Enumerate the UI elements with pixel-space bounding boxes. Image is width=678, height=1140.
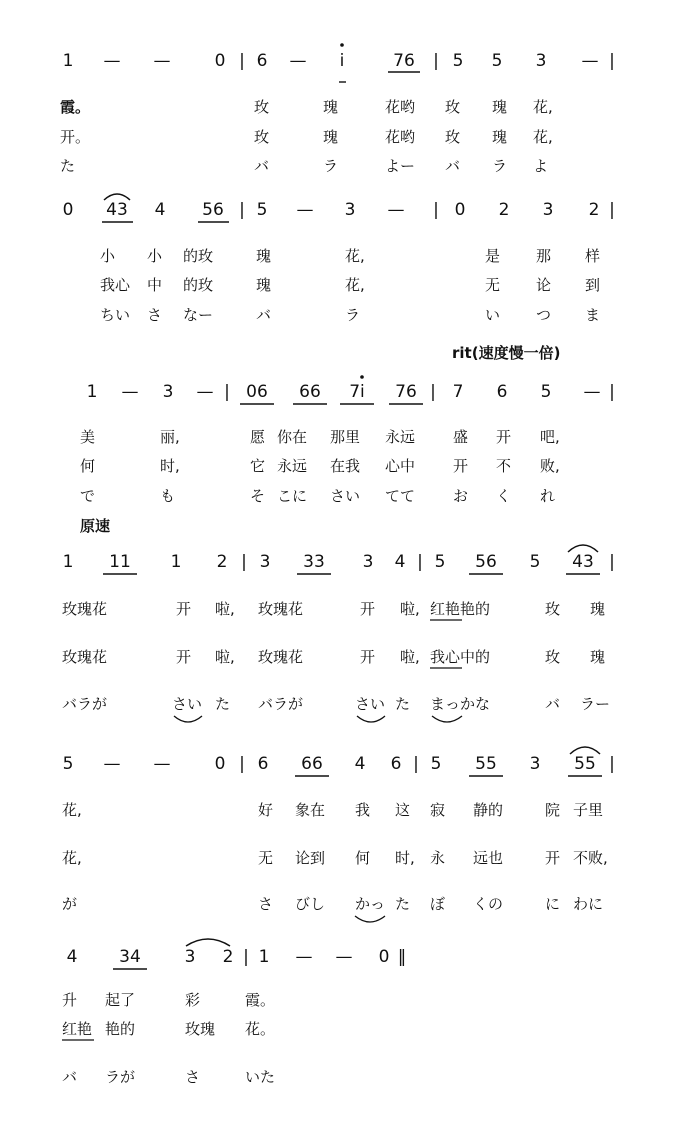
dash: — [103,754,121,774]
lyric: 啦, [400,648,420,666]
note: 5 [256,200,268,220]
barline: | [609,552,615,572]
lyric: 开 [176,600,192,618]
lyric: 子里 [573,801,604,819]
lyric: そ [250,487,266,505]
tie-arc [357,716,385,722]
lyric: 时, [160,457,180,475]
lyric: 中 [147,276,163,294]
lyric: 论到 [295,849,326,867]
lyric: 我心 [100,276,131,294]
lyric: 花, [533,98,553,116]
lyric: 开 [360,600,376,618]
note-group: 56 [475,552,497,572]
high-octave-dot [360,375,364,379]
dash: — [196,382,214,402]
lyric: 它 [250,457,266,475]
lyric: 不 [496,457,512,475]
lyric: 时, [395,849,415,867]
lyric: 永远 [385,428,416,446]
lyric: 玫瑰花 [258,648,304,666]
lyric: 玫瑰花 [258,600,304,618]
lyric: よー [385,157,416,175]
lyric: 的玫 [183,276,214,294]
lyric: 小 [100,247,116,265]
lyrics-verse-2 [62,849,608,867]
lyric: くの [473,895,504,913]
lyric: 玫 [545,648,561,666]
score-row-5 [62,747,615,922]
note: 3 [542,200,554,220]
note: 1 [62,552,74,572]
notation-line-6 [67,947,407,967]
note: 2 [588,200,600,220]
lyrics-verse-3 [80,487,555,505]
lyric: 何 [80,457,96,475]
barline: | [413,754,419,774]
lyric: ラ [323,157,339,175]
lyric: 我 [355,801,371,819]
lyric: 起了 [105,991,136,1009]
lyric: バラが [258,695,304,713]
lyric: 开 [496,428,512,446]
barline: | [224,382,230,402]
dash: — [153,754,171,774]
lyric: 象在 [295,801,326,819]
note: 6 [257,754,269,774]
note: 4 [354,754,366,774]
lyric: 愿 [250,428,266,446]
lyric: 花, [345,276,365,294]
lyric: 这 [395,801,411,819]
lyric: 瑰 [256,247,272,265]
lyric: い [485,306,501,324]
lyric: 瑰 [590,648,606,666]
lyric: 在我 [330,457,361,475]
note-high: i [339,51,345,71]
lyrics-verse-2 [62,1020,275,1038]
lyric: 无 [258,849,274,867]
lyric: 院 [545,801,561,819]
lyrics-verse-2 [100,276,600,294]
lyric: 瑰 [492,98,508,116]
note: 3 [529,754,541,774]
note: 2 [216,552,228,572]
note: 4 [394,552,406,572]
barline: | [417,552,423,572]
lyric: 论 [536,276,552,294]
lyric: 丽, [160,428,180,446]
lyrics-verse-2 [80,457,560,475]
lyric: お [453,487,469,505]
lyric: 瑰 [590,600,606,618]
slur-arc [568,545,598,552]
note: 4 [154,200,166,220]
barline: | [243,947,249,967]
note: 3 [184,947,196,967]
note: 0 [454,200,466,220]
lyrics-verse-1 [100,247,600,265]
note: 3 [259,552,271,572]
lyric: 无 [485,276,501,294]
lyric: 开 [176,648,192,666]
note: 3 [362,552,374,572]
tempo-marking-original: 原速 [80,517,111,535]
lyric: 啦, [215,648,235,666]
lyric: ラ [492,157,508,175]
notation-line-2 [63,200,615,220]
lyric: 瑰 [323,128,339,146]
note: 5 [452,51,464,71]
lyric: ま [585,306,601,324]
lyric: 开 [360,648,376,666]
lyric: 瑰 [492,128,508,146]
lyric: 玫 [254,128,270,146]
lyric: 你在 [277,428,308,446]
lyrics-verse-1 [62,991,275,1009]
note: 6 [390,754,402,774]
note: 5 [434,552,446,572]
lyrics-verse-3 [60,157,548,175]
barline: | [239,754,245,774]
note: 0 [214,51,226,71]
lyric: ぼ [430,895,446,913]
note-group: 43 [106,200,128,220]
note: 3 [344,200,356,220]
tie-arc [432,716,462,722]
lyric: バ [62,1068,78,1086]
lyric: た [395,695,411,713]
dash: — [581,51,599,71]
lyric: 开 [453,457,469,475]
lyric: つ [536,306,552,324]
lyric: よ [533,157,549,175]
note: 0 [378,947,390,967]
dash: — [103,51,121,71]
note: 1 [258,947,270,967]
note-group: 11 [109,552,131,572]
lyric: た [215,695,231,713]
final-barline: ‖ [397,947,407,967]
high-octave-dot [340,43,344,47]
lyrics-verse-3 [62,695,610,713]
lyric: ラが [105,1068,136,1086]
lyric: 远也 [473,849,504,867]
lyrics-verse-1 [62,600,605,618]
dash: — [296,200,314,220]
dash: — [121,382,139,402]
lyrics-verse-2 [60,128,553,146]
lyric: 心中 [385,457,416,475]
lyric: 不败, [573,849,608,867]
note: 1 [86,382,98,402]
note: 2 [498,200,510,220]
lyric: 静的 [473,801,504,819]
note: 5 [62,754,74,774]
note: 3 [535,51,547,71]
lyric: 我心中的 [430,648,491,666]
note-group: 76 [393,51,415,71]
dash: — [295,947,313,967]
notation-line-4 [63,552,615,572]
lyric: 红艳 [62,1020,93,1038]
lyric: 败, [540,457,560,475]
lyrics-verse-1 [62,801,603,819]
tie-arc [355,916,385,922]
tie-arc [174,716,202,722]
lyric: 花哟 [385,98,416,116]
lyric: かっ [355,895,386,913]
notation-line-5 [63,754,615,774]
slur-arc [570,747,600,754]
lyric: 好 [258,801,274,819]
note: 0 [62,200,74,220]
lyrics-verse-3 [62,895,603,913]
dash: — [583,382,601,402]
lyric: 开 [545,849,561,867]
lyric: 玫瑰花 [62,648,108,666]
slur-arc [186,939,230,946]
score-row-6 [62,939,406,1086]
note: 1 [62,51,74,71]
lyric: で [80,487,96,505]
lyrics-verse-3 [100,306,600,324]
lyric: 吧, [540,428,560,446]
barline: | [430,382,436,402]
score-row-4 [62,545,615,722]
barline: | [609,51,615,71]
dash: — [153,51,171,71]
note-group: 06 [246,382,268,402]
note: 7 [452,382,464,402]
lyric: 彩 [185,991,201,1009]
lyric: 盛 [453,428,469,446]
note-group: 33 [303,552,325,572]
lyric: 花。 [245,1020,276,1038]
lyric: く [496,487,512,505]
barline: | [433,200,439,220]
note: 6 [256,51,268,71]
lyric: 小 [147,247,163,265]
lyric: も [160,487,176,505]
note-group: 76 [395,382,417,402]
lyrics-verse-1 [80,428,560,446]
note: 5 [430,754,442,774]
lyric: バラが [62,695,108,713]
lyric: ちい [100,306,131,324]
dash: — [335,947,353,967]
tempo-marking-rit: rit(速度慢一倍) [452,344,561,362]
lyric: 玫 [254,98,270,116]
note: 1 [170,552,182,572]
score-row-3 [80,375,615,505]
score-row-2 [63,194,615,324]
lyric: ラー [580,695,611,713]
lyric: れ [540,487,556,505]
note-group: 43 [572,552,594,572]
lyric: 霞。 [60,98,91,116]
lyric: てて [385,487,416,505]
lyric: 瑰 [256,276,272,294]
lyric: さ [185,1068,201,1086]
lyric: バ [254,157,270,175]
barline: | [239,51,245,71]
lyric: 的玫 [183,247,214,265]
note-group: 55 [574,754,596,774]
lyric: 永 [430,849,446,867]
lyric: さい [355,695,386,713]
lyric: バ [256,306,272,324]
lyric: 永远 [277,457,308,475]
lyrics-verse-3 [62,1068,275,1086]
note-group: 56 [202,200,224,220]
note-group: 34 [119,947,141,967]
note-group: 7i [349,382,365,402]
note: 6 [496,382,508,402]
lyric: こに [277,487,308,505]
lyric: 开。 [60,128,91,146]
lyric: 玫瑰 [185,1020,216,1038]
note: 3 [162,382,174,402]
barline: | [239,200,245,220]
barline: | [241,552,247,572]
lyric: ラ [345,306,361,324]
lyric: さ [147,306,163,324]
lyrics-verse-1 [60,98,553,116]
lyric: 样 [585,247,601,265]
score-row-1 [60,43,615,175]
lyric: た [395,895,411,913]
lyric: なー [183,306,214,324]
notation-line-1 [63,51,615,71]
lyric: 瑰 [323,98,339,116]
lyrics-verse-2 [62,648,605,666]
lyric: 花, [62,849,82,867]
lyric: まっかな [430,695,491,713]
note: 5 [540,382,552,402]
lyric: バ [545,695,561,713]
lyric: 啦, [400,600,420,618]
dash: — [289,51,307,71]
lyric: バ [445,157,461,175]
notation-line-3 [87,382,615,402]
lyric: 花哟 [385,128,416,146]
note: 4 [66,947,78,967]
lyric: 玫 [445,128,461,146]
note-group: 66 [301,754,323,774]
lyric: さ [258,895,274,913]
lyric: 玫瑰花 [62,600,108,618]
lyric: 到 [585,276,601,294]
lyric: さい [172,695,203,713]
lyric: さい [330,487,361,505]
barline: | [433,51,439,71]
lyric: びし [295,895,326,913]
lyric: が [62,895,78,913]
lyric: た [60,157,76,175]
lyric: 升 [62,991,78,1009]
lyric: 花, [533,128,553,146]
lyric: わに [573,895,604,913]
barline: | [609,200,615,220]
note: 0 [214,754,226,774]
lyric: 玫 [445,98,461,116]
lyric: 那 [536,247,552,265]
lyric: 美 [80,428,96,446]
lyric: いた [245,1068,276,1086]
lyric: 是 [485,247,501,265]
note: 5 [491,51,503,71]
lyric: 何 [355,849,371,867]
barline: | [609,382,615,402]
dash: — [387,200,405,220]
lyric: に [545,895,561,913]
lyric: 花, [345,247,365,265]
note: 2 [222,947,234,967]
lyric: 艳的 [105,1020,136,1038]
lyric: 那里 [330,428,361,446]
lyric: 花, [62,801,82,819]
lyric: 啦, [215,600,235,618]
lyric: 霞。 [245,991,276,1009]
barline: | [609,754,615,774]
note: 5 [529,552,541,572]
note-group: 55 [475,754,497,774]
lyric: 红艳艳的 [430,600,491,618]
lyric: 玫 [545,600,561,618]
lyric: 寂 [430,801,446,819]
note-group: 66 [299,382,321,402]
